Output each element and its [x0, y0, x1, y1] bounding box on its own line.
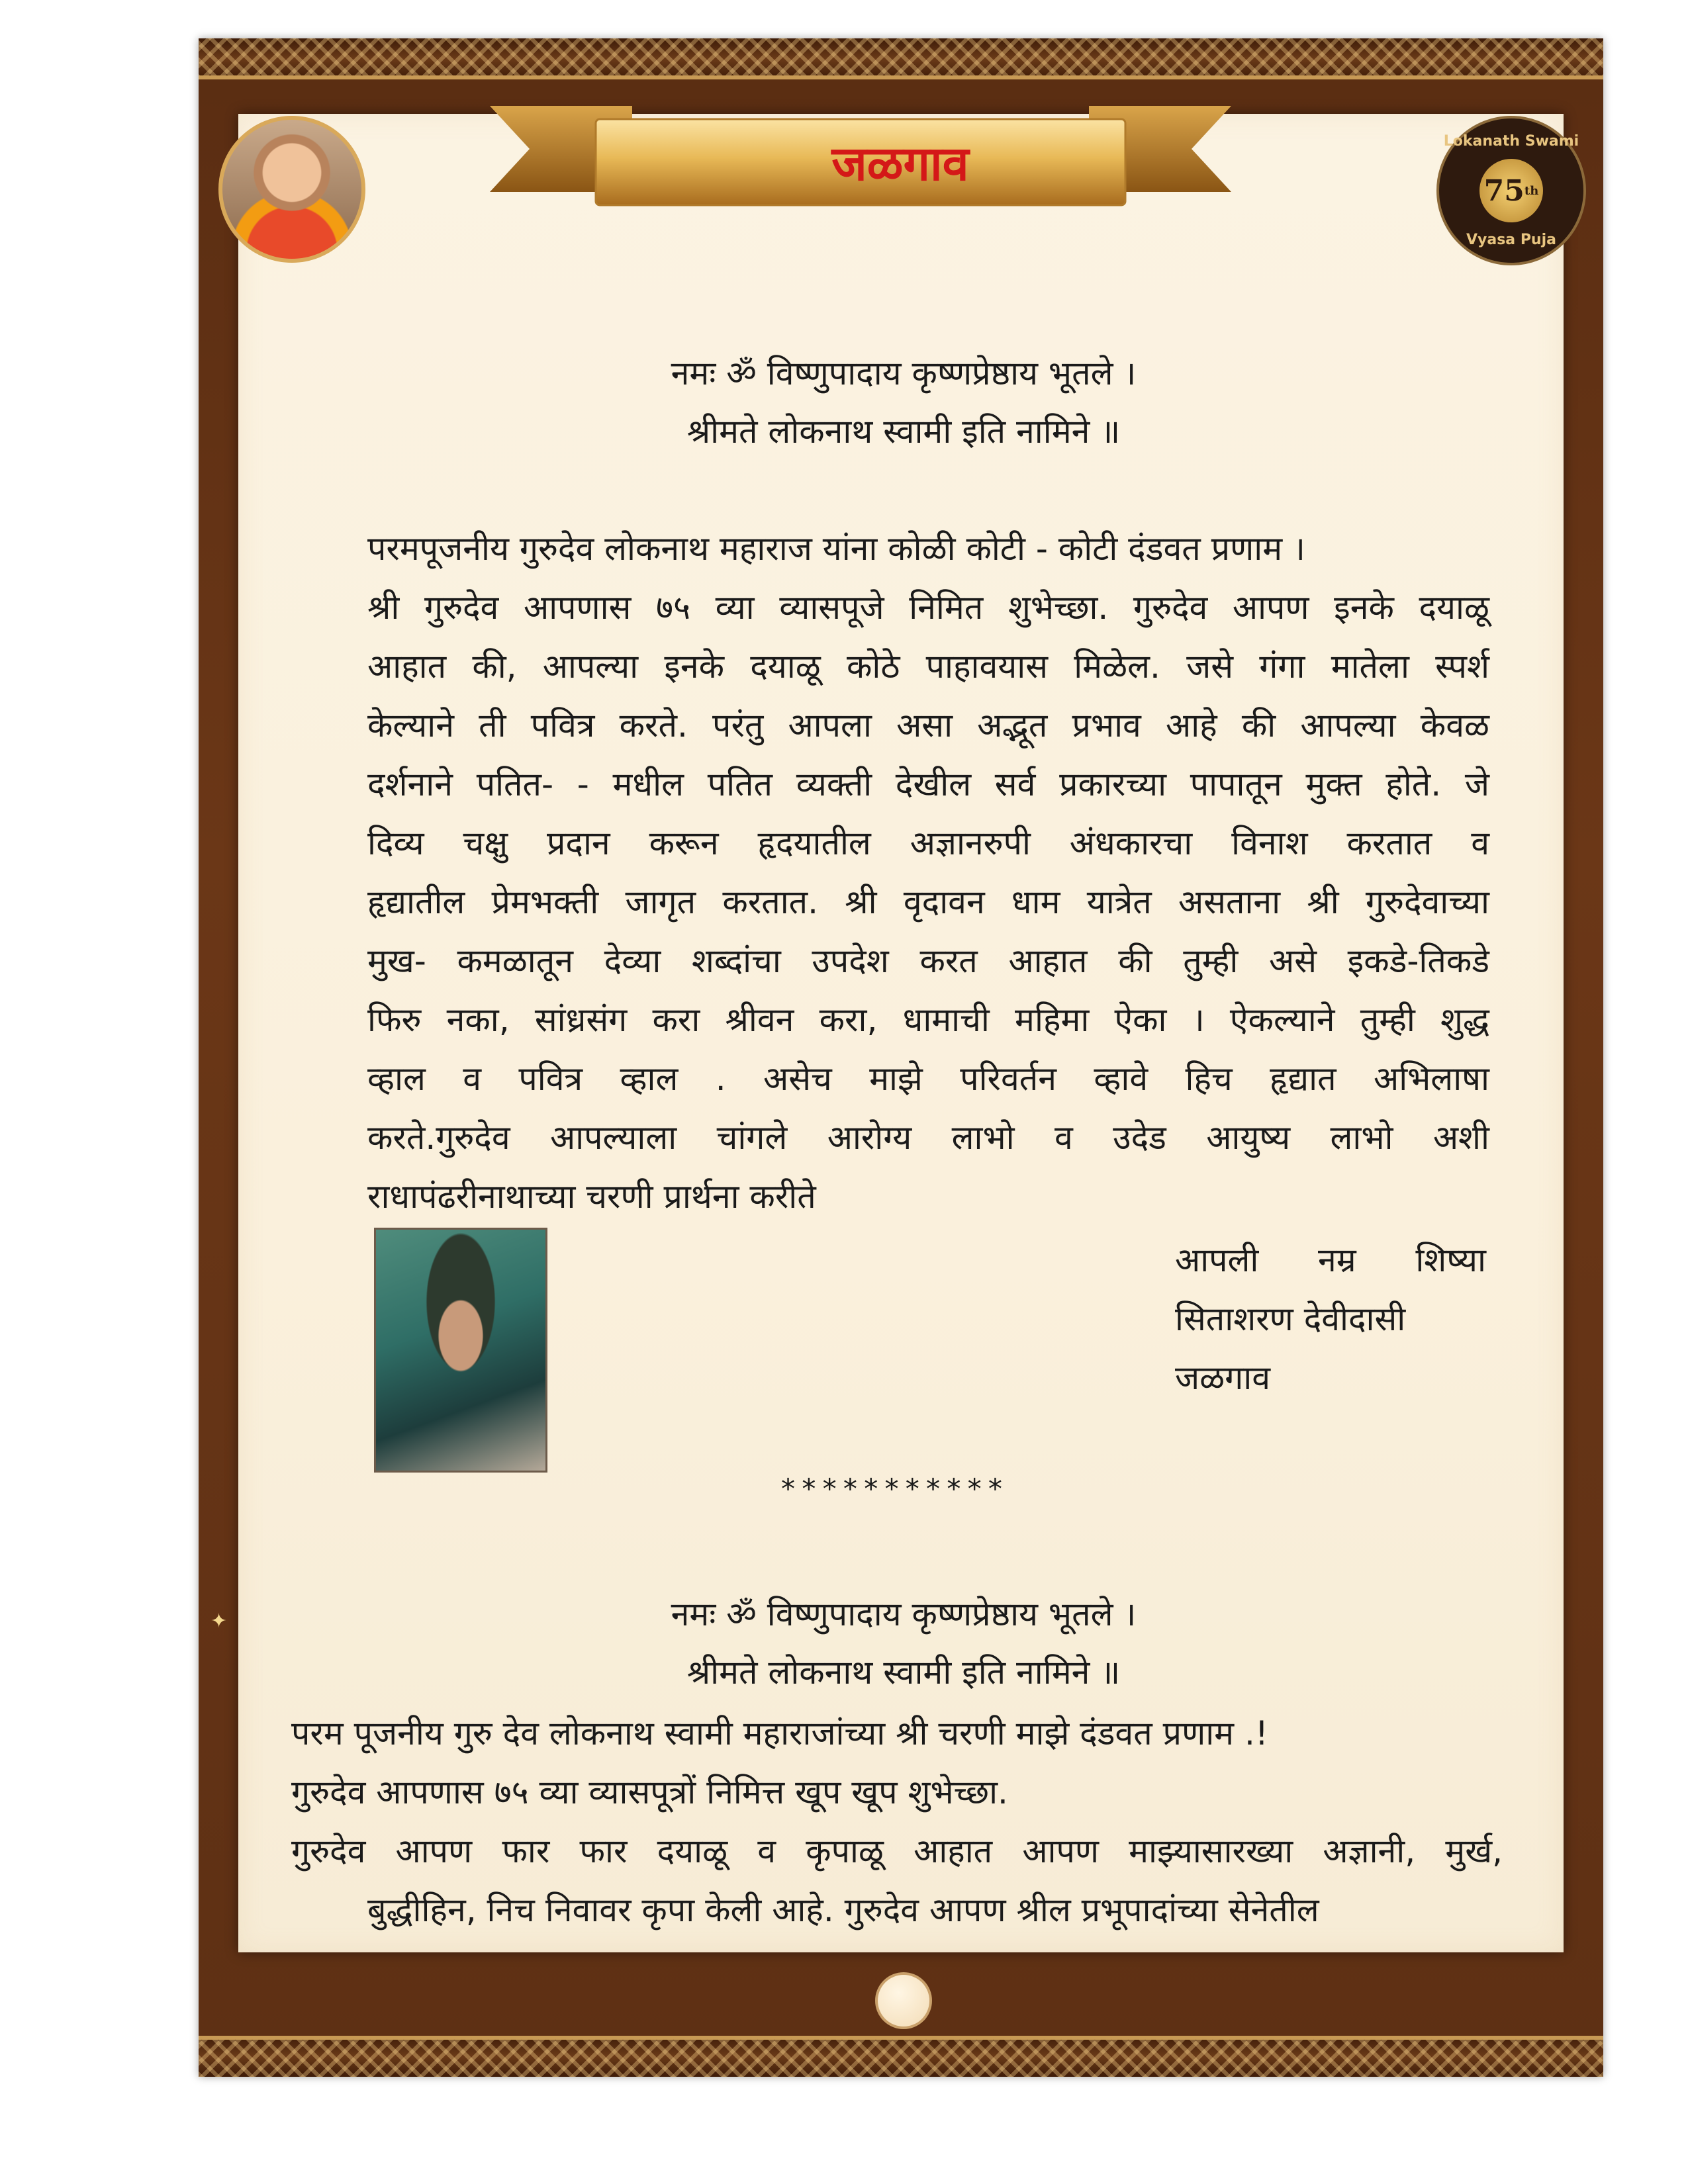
letter-line: श्री गुरुदेव आपणास ७५ व्या व्यासपूजे निमित शुभेच्छा. गुरुदेव आपण इनके दयाळू [367, 588, 1489, 627]
letter-line: केल्याने ती पवित्र करते. परंतु आपला असा अद्भूत प्रभाव आहे की आपल्या केवळ [367, 706, 1489, 745]
page-title: जळगाव [831, 136, 969, 191]
signature-word: नम्र [1318, 1241, 1356, 1279]
logo-number: 75 th [1479, 159, 1543, 222]
logo-ring-top-text: Lokanath Swami [1443, 133, 1579, 150]
letter-line: मुख- कमळातून देव्या शब्दांचा उपदेश करत आहात की तुम्ही असे इकडे-तिकडे [367, 942, 1489, 980]
sparkle-icon: ✦ [211, 1610, 228, 1633]
guru-portrait-image [218, 116, 365, 263]
letter-line: परम पूजनीय गुरु देव लोकनाथ स्वामी महाराजांच्या श्री चरणी माझे दंडवत प्रणाम .! [291, 1714, 1268, 1752]
section-separator: *********** [779, 1473, 1008, 1505]
shloka-line: श्रीमते लोकनाथ स्वामी इति नामिने ॥ [686, 412, 1121, 451]
vyasa-puja-75-logo [1436, 116, 1586, 265]
offering-letter [367, 520, 1489, 1226]
letter-line: परमपूजनीय गुरुदेव लोकनाथ महाराज यांना कोळी कोटी - कोटी दंडवत प्रणाम । [367, 529, 1305, 568]
logo-ring-bottom-text: Vyasa Puja [1466, 232, 1556, 248]
letter-line: बुद्धीहिन, निच निवावर कृपा केली आहे. गुरुदेव आपण श्रील प्रभूपादांच्या सेनेतील [367, 1891, 1319, 1929]
letter-line: गुरुदेव आपण फार फार दयाळू व कृपाळू आहात आपण माझ्यासारख्या अज्ञानी, मुर्ख, [291, 1832, 1503, 1870]
shloka-line: नमः ॐ विष्णुपादाय कृष्णप्रेष्ठाय भूतले । [671, 354, 1137, 392]
letter-line: दर्शनाने पतित- - मधील पतित व्यक्ती देखील सर्व प्रकारच्या पापातून मुक्त होते. जे [367, 765, 1489, 803]
invocation-shloka [463, 344, 1344, 461]
page-indicator-dot [875, 1972, 932, 2029]
signature-word: आपली [1175, 1241, 1259, 1279]
letter-line: व्हाल व पवित्र व्हाल . असेच माझे परिवर्तन व्हावे हिच हृद्यात अभिलाषा [367, 1060, 1489, 1098]
signature-name: सिताशरण देवीदासी [1175, 1300, 1406, 1338]
letter-line: फिरु नका, सांध्रसंग करा श्रीवन करा, धामाची महिमा ऐका । ऐकल्याने तुम्ही शुद्ध [367, 1001, 1489, 1039]
signature-place: जळगाव [1175, 1359, 1270, 1397]
letter-line: राधापंढरीनाथाच्या चरणी प्रार्थना करीते [367, 1177, 816, 1216]
letter-line: गुरुदेव आपणास ७५ व्या व्यासपूत्रों निमित्त खूप खूप शुभेच्छा. [291, 1773, 1008, 1811]
letter-line: करते.गुरुदेव आपल्याला चांगले आरोग्य लाभो व उदेड आयुष्य लाभो अशी [367, 1118, 1489, 1157]
letter-line: आहात की, आपल्या इनके दयाळू कोठे पाहावयास मिळेल. जसे गंगा मातेला स्पर्श [367, 647, 1489, 686]
shloka-line: नमः ॐ विष्णुपादाय कृष्णप्रेष्ठाय भूतले । [671, 1595, 1137, 1633]
shloka-line: श्रीमते लोकनाथ स्वामी इति नामिने ॥ [686, 1653, 1121, 1692]
letter-line: हृद्यातील प्रेमभक्ती जागृत करतात. श्री वृदावन धाम यात्रेत असताना श्री गुरुदेवाच्या [367, 883, 1489, 921]
disciple-photo [374, 1228, 547, 1473]
top-ornamental-border [199, 38, 1603, 79]
signature-block [1175, 1231, 1506, 1408]
letter-line: दिव्य चक्षु प्रदान करून हृदयातील अज्ञानरुपी अंधकारचा विनाश करतात व [367, 824, 1489, 862]
invocation-shloka-2 [463, 1585, 1344, 1702]
bottom-ornamental-border [199, 2036, 1603, 2077]
signature-salutation [1175, 1231, 1486, 1290]
offering-letter-2 [291, 1704, 1503, 1940]
signature-word: शिष्या [1415, 1241, 1486, 1279]
